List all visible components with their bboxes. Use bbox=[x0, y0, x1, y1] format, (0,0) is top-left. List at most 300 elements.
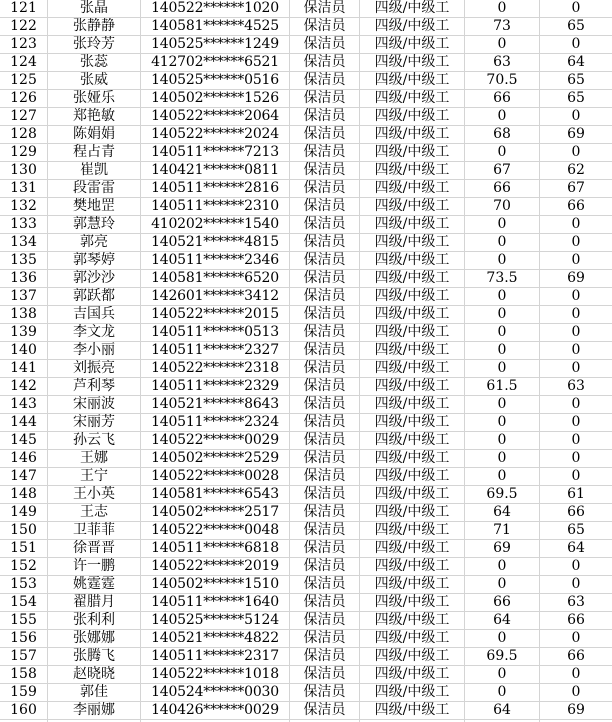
score1-cell[interactable]: 69.5 bbox=[465, 648, 540, 665]
name-cell[interactable]: 芦利琴 bbox=[48, 378, 141, 395]
job-title-cell[interactable]: 保洁员 bbox=[290, 252, 360, 269]
score2-cell[interactable]: 0 bbox=[571, 684, 581, 700]
id-number-cell[interactable]: 140502******1510 bbox=[141, 576, 290, 593]
score1-cell[interactable]: 0 bbox=[465, 144, 540, 161]
name-cell[interactable]: 郭佳 bbox=[48, 684, 141, 701]
table-row bbox=[0, 468, 612, 486]
score1-cell[interactable]: 0 bbox=[465, 306, 540, 323]
skill-level-cell[interactable]: 四级/中级工 bbox=[360, 162, 465, 179]
skill-level-cell[interactable]: 四级/中级工 bbox=[360, 432, 465, 449]
skill-level-cell[interactable]: 四级/中级工 bbox=[360, 558, 465, 575]
id-number-cell[interactable]: 140511******6818 bbox=[141, 540, 290, 557]
skill-level-cell[interactable]: 四级/中级工 bbox=[360, 396, 465, 413]
job-title-cell[interactable]: 保洁员 bbox=[290, 522, 360, 539]
job-title-cell[interactable]: 保洁员 bbox=[290, 468, 360, 485]
score2-cell[interactable]: 0 bbox=[571, 108, 581, 124]
score1-cell[interactable]: 0 bbox=[465, 558, 540, 575]
score1-cell[interactable]: 64 bbox=[465, 612, 540, 629]
score1-cell[interactable]: 68 bbox=[465, 126, 540, 143]
id-number-cell[interactable]: 140511******2310 bbox=[141, 198, 290, 215]
id-number-cell[interactable]: 140511******7213 bbox=[141, 144, 290, 161]
score2-cell[interactable]: 0 bbox=[571, 450, 581, 466]
row-number-cell[interactable]: 123 bbox=[0, 36, 48, 53]
table-row bbox=[0, 18, 612, 36]
row-number-cell[interactable]: 144 bbox=[0, 414, 48, 431]
score1-cell[interactable]: 63 bbox=[465, 54, 540, 71]
score1-cell[interactable]: 0 bbox=[465, 576, 540, 593]
name-cell[interactable]: 张玲芳 bbox=[48, 36, 141, 53]
job-title-cell[interactable]: 保洁员 bbox=[290, 486, 360, 503]
job-title-cell[interactable]: 保洁员 bbox=[290, 414, 360, 431]
skill-level-cell[interactable]: 四级/中级工 bbox=[360, 54, 465, 71]
id-number-cell[interactable]: 142601******3412 bbox=[141, 288, 290, 305]
name-cell[interactable]: 程占青 bbox=[48, 144, 141, 161]
skill-level-cell[interactable]: 四级/中级工 bbox=[360, 360, 465, 377]
job-title-cell[interactable]: 保洁员 bbox=[290, 90, 360, 107]
skill-level-cell[interactable]: 四级/中级工 bbox=[360, 198, 465, 215]
id-number-cell[interactable]: 140522******2019 bbox=[141, 558, 290, 575]
row-number-cell[interactable]: 126 bbox=[0, 90, 48, 107]
score1-cell[interactable]: 73 bbox=[465, 18, 540, 35]
score1-cell[interactable]: 0 bbox=[465, 684, 540, 701]
score1-cell[interactable]: 0 bbox=[465, 0, 540, 17]
score2-cell[interactable]: 0 bbox=[571, 576, 581, 592]
score2-cell[interactable]: 67 bbox=[567, 180, 585, 196]
table-row bbox=[0, 360, 612, 378]
row-number-cell[interactable]: 155 bbox=[0, 612, 48, 629]
score1-cell[interactable]: 69.5 bbox=[465, 486, 540, 503]
skill-level-cell[interactable]: 四级/中级工 bbox=[360, 684, 465, 701]
id-number-cell[interactable]: 140522******1020 bbox=[141, 0, 290, 17]
row-number-cell[interactable]: 160 bbox=[0, 702, 48, 719]
id-number-cell[interactable]: 140511******2329 bbox=[141, 378, 290, 395]
table-row bbox=[0, 630, 612, 648]
skill-level-cell[interactable]: 四级/中级工 bbox=[360, 594, 465, 611]
score2-cell[interactable]: 63 bbox=[567, 378, 585, 394]
table-row bbox=[0, 306, 612, 324]
name-cell[interactable]: 姚霆霆 bbox=[48, 576, 141, 593]
job-title-cell[interactable]: 保洁员 bbox=[290, 504, 360, 521]
row-number-cell[interactable]: 136 bbox=[0, 270, 48, 287]
skill-level-cell[interactable]: 四级/中级工 bbox=[360, 378, 465, 395]
table-row bbox=[0, 288, 612, 306]
row-number-cell[interactable]: 132 bbox=[0, 198, 48, 215]
score1-cell[interactable]: 0 bbox=[465, 324, 540, 341]
id-number-cell[interactable]: 140511******2346 bbox=[141, 252, 290, 269]
id-number-cell[interactable]: 140525******0516 bbox=[141, 72, 290, 89]
score1-cell[interactable]: 0 bbox=[465, 252, 540, 269]
score2-cell[interactable]: 0 bbox=[571, 234, 581, 250]
score1-cell[interactable]: 0 bbox=[465, 342, 540, 359]
table-row bbox=[0, 684, 612, 702]
score1-cell[interactable]: 0 bbox=[465, 432, 540, 449]
job-title-cell[interactable]: 保洁员 bbox=[290, 216, 360, 233]
skill-level-cell[interactable]: 四级/中级工 bbox=[360, 648, 465, 665]
name-cell[interactable]: 郭亮 bbox=[48, 234, 141, 251]
name-cell[interactable]: 李丽娜 bbox=[48, 702, 141, 719]
row-number-cell[interactable]: 145 bbox=[0, 432, 48, 449]
job-title-cell[interactable]: 保洁员 bbox=[290, 324, 360, 341]
score2-cell[interactable]: 0 bbox=[571, 432, 581, 448]
id-number-cell[interactable]: 140522******0048 bbox=[141, 522, 290, 539]
id-number-cell[interactable]: 140581******4525 bbox=[141, 18, 290, 35]
score2-cell[interactable]: 61 bbox=[567, 486, 585, 502]
job-title-cell[interactable]: 保洁员 bbox=[290, 234, 360, 251]
score1-cell[interactable]: 0 bbox=[465, 216, 540, 233]
row-number-cell[interactable]: 156 bbox=[0, 630, 48, 647]
name-cell[interactable]: 郑艳敏 bbox=[48, 108, 141, 125]
table-row bbox=[0, 702, 612, 720]
name-cell[interactable]: 樊地罡 bbox=[48, 198, 141, 215]
score1-cell[interactable]: 0 bbox=[465, 396, 540, 413]
score2-cell[interactable]: 64 bbox=[567, 54, 585, 70]
score2-cell[interactable]: 0 bbox=[571, 306, 581, 322]
name-cell[interactable]: 徐晋晋 bbox=[48, 540, 141, 557]
job-title-cell[interactable]: 保洁员 bbox=[290, 540, 360, 557]
job-title-cell[interactable]: 保洁员 bbox=[290, 576, 360, 593]
name-cell[interactable]: 张腾飞 bbox=[48, 648, 141, 665]
name-cell[interactable]: 张晶 bbox=[48, 0, 141, 17]
row-number-cell[interactable]: 125 bbox=[0, 72, 48, 89]
score2-cell[interactable]: 0 bbox=[571, 396, 581, 412]
score2-cell[interactable]: 0 bbox=[571, 342, 581, 358]
id-number-cell[interactable]: 140581******6543 bbox=[141, 486, 290, 503]
row-number-cell[interactable]: 143 bbox=[0, 396, 48, 413]
row-number-cell[interactable]: 147 bbox=[0, 468, 48, 485]
name-cell[interactable]: 段雷雷 bbox=[48, 180, 141, 197]
id-number-cell[interactable]: 140511******0513 bbox=[141, 324, 290, 341]
score1-cell[interactable]: 67 bbox=[465, 162, 540, 179]
skill-level-cell[interactable]: 四级/中级工 bbox=[360, 576, 465, 593]
score1-cell[interactable]: 64 bbox=[465, 504, 540, 521]
skill-level-cell[interactable]: 四级/中级工 bbox=[360, 702, 465, 719]
score2-cell[interactable]: 66 bbox=[567, 648, 585, 664]
row-number-cell[interactable]: 146 bbox=[0, 450, 48, 467]
skill-level-cell[interactable]: 四级/中级工 bbox=[360, 144, 465, 161]
name-cell[interactable]: 孙云飞 bbox=[48, 432, 141, 449]
score2-cell[interactable]: 66 bbox=[567, 504, 585, 520]
score1-cell[interactable]: 0 bbox=[465, 360, 540, 377]
score1-cell[interactable]: 64 bbox=[465, 702, 540, 719]
name-cell[interactable]: 王志 bbox=[48, 504, 141, 521]
job-title-cell[interactable]: 保洁员 bbox=[290, 144, 360, 161]
row-number-cell[interactable]: 148 bbox=[0, 486, 48, 503]
skill-level-cell[interactable]: 四级/中级工 bbox=[360, 612, 465, 629]
job-title-cell[interactable]: 保洁员 bbox=[290, 108, 360, 125]
score2-cell[interactable]: 0 bbox=[571, 324, 581, 340]
name-cell[interactable]: 王宁 bbox=[48, 468, 141, 485]
skill-level-cell[interactable]: 四级/中级工 bbox=[360, 540, 465, 557]
skill-level-cell[interactable]: 四级/中级工 bbox=[360, 666, 465, 683]
table-row bbox=[0, 342, 612, 360]
score1-cell[interactable]: 70 bbox=[465, 198, 540, 215]
row-number-cell[interactable]: 157 bbox=[0, 648, 48, 665]
table-row bbox=[0, 450, 612, 468]
name-cell[interactable]: 赵晓晓 bbox=[48, 666, 141, 683]
name-cell[interactable]: 崔凯 bbox=[48, 162, 141, 179]
row-number-cell[interactable]: 127 bbox=[0, 108, 48, 125]
score1-cell[interactable]: 0 bbox=[465, 108, 540, 125]
job-title-cell[interactable]: 保洁员 bbox=[290, 198, 360, 215]
score1-cell[interactable]: 73.5 bbox=[465, 270, 540, 287]
row-number-cell[interactable]: 133 bbox=[0, 216, 48, 233]
job-title-cell[interactable]: 保洁员 bbox=[290, 54, 360, 71]
skill-level-cell[interactable]: 四级/中级工 bbox=[360, 18, 465, 35]
job-title-cell[interactable]: 保洁员 bbox=[290, 72, 360, 89]
score1-cell[interactable]: 0 bbox=[465, 36, 540, 53]
score2-cell[interactable]: 65 bbox=[567, 90, 585, 106]
name-cell[interactable]: 宋丽芳 bbox=[48, 414, 141, 431]
row-number-cell[interactable]: 129 bbox=[0, 144, 48, 161]
score2-cell[interactable]: 0 bbox=[571, 414, 581, 430]
skill-level-cell[interactable]: 四级/中级工 bbox=[360, 468, 465, 485]
score1-cell[interactable]: 66 bbox=[465, 180, 540, 197]
row-number-cell[interactable]: 149 bbox=[0, 504, 48, 521]
score2-cell[interactable]: 63 bbox=[567, 594, 585, 610]
job-title-cell[interactable]: 保洁员 bbox=[290, 360, 360, 377]
score2-cell[interactable]: 65 bbox=[567, 18, 585, 34]
score1-cell[interactable]: 69 bbox=[465, 540, 540, 557]
job-title-cell[interactable]: 保洁员 bbox=[290, 702, 360, 719]
skill-level-cell[interactable]: 四级/中级工 bbox=[360, 0, 465, 17]
job-title-cell[interactable]: 保洁员 bbox=[290, 126, 360, 143]
job-title-cell[interactable]: 保洁员 bbox=[290, 0, 360, 17]
job-title-cell[interactable]: 保洁员 bbox=[290, 594, 360, 611]
name-cell[interactable]: 张威 bbox=[48, 72, 141, 89]
skill-level-cell[interactable]: 四级/中级工 bbox=[360, 126, 465, 143]
name-cell[interactable]: 张蕊 bbox=[48, 54, 141, 71]
table-row bbox=[0, 486, 612, 504]
score2-cell[interactable]: 64 bbox=[567, 540, 585, 556]
id-number-cell[interactable]: 140522******2318 bbox=[141, 360, 290, 377]
id-number-cell[interactable]: 140522******2015 bbox=[141, 306, 290, 323]
id-number-cell[interactable]: 140521******4815 bbox=[141, 234, 290, 251]
name-cell[interactable]: 王小英 bbox=[48, 486, 141, 503]
id-number-cell[interactable]: 140521******4822 bbox=[141, 630, 290, 647]
skill-level-cell[interactable]: 四级/中级工 bbox=[360, 36, 465, 53]
score2-cell[interactable]: 66 bbox=[567, 198, 585, 214]
job-title-cell[interactable]: 保洁员 bbox=[290, 612, 360, 629]
skill-level-cell[interactable]: 四级/中级工 bbox=[360, 72, 465, 89]
name-cell[interactable]: 刘振亮 bbox=[48, 360, 141, 377]
skill-level-cell[interactable]: 四级/中级工 bbox=[360, 324, 465, 341]
row-number-cell[interactable]: 159 bbox=[0, 684, 48, 701]
name-cell[interactable]: 王娜 bbox=[48, 450, 141, 467]
skill-level-cell[interactable]: 四级/中级工 bbox=[360, 504, 465, 521]
skill-level-cell[interactable]: 四级/中级工 bbox=[360, 234, 465, 251]
score2-cell[interactable]: 0 bbox=[571, 216, 581, 232]
row-number-cell[interactable]: 130 bbox=[0, 162, 48, 179]
score1-cell[interactable]: 0 bbox=[465, 288, 540, 305]
job-title-cell[interactable]: 保洁员 bbox=[290, 162, 360, 179]
score2-cell[interactable]: 65 bbox=[567, 522, 585, 538]
table-row bbox=[0, 252, 612, 270]
row-number-cell[interactable]: 153 bbox=[0, 576, 48, 593]
id-number-cell[interactable]: 140581******6520 bbox=[141, 270, 290, 287]
name-cell[interactable]: 陈娟娟 bbox=[48, 126, 141, 143]
table-row bbox=[0, 54, 612, 72]
table-row bbox=[0, 396, 612, 414]
score1-cell[interactable]: 0 bbox=[465, 468, 540, 485]
id-number-cell[interactable]: 140511******2327 bbox=[141, 342, 290, 359]
table-row bbox=[0, 324, 612, 342]
job-title-cell[interactable]: 保洁员 bbox=[290, 36, 360, 53]
id-number-cell[interactable]: 140521******8643 bbox=[141, 396, 290, 413]
id-number-cell[interactable]: 140524******0030 bbox=[141, 684, 290, 701]
score2-cell[interactable]: 65 bbox=[567, 72, 585, 88]
id-number-cell[interactable]: 140511******1640 bbox=[141, 594, 290, 611]
score2-cell[interactable]: 0 bbox=[571, 0, 581, 16]
row-number-cell[interactable]: 137 bbox=[0, 288, 48, 305]
job-title-cell[interactable]: 保洁员 bbox=[290, 18, 360, 35]
job-title-cell[interactable]: 保洁员 bbox=[290, 288, 360, 305]
row-number-cell[interactable]: 122 bbox=[0, 18, 48, 35]
job-title-cell[interactable]: 保洁员 bbox=[290, 180, 360, 197]
name-cell[interactable]: 郭慧玲 bbox=[48, 216, 141, 233]
row-number-cell[interactable]: 142 bbox=[0, 378, 48, 395]
id-number-cell[interactable]: 140502******2517 bbox=[141, 504, 290, 521]
name-cell[interactable]: 张利利 bbox=[48, 612, 141, 629]
row-number-cell[interactable]: 131 bbox=[0, 180, 48, 197]
job-title-cell[interactable]: 保洁员 bbox=[290, 666, 360, 683]
name-cell[interactable]: 张娜娜 bbox=[48, 630, 141, 647]
skill-level-cell[interactable]: 四级/中级工 bbox=[360, 270, 465, 287]
score2-cell[interactable]: 0 bbox=[571, 36, 581, 52]
id-number-cell[interactable]: 140502******2529 bbox=[141, 450, 290, 467]
score2-cell[interactable]: 0 bbox=[571, 288, 581, 304]
job-title-cell[interactable]: 保洁员 bbox=[290, 558, 360, 575]
row-number-cell[interactable]: 151 bbox=[0, 540, 48, 557]
row-number-cell[interactable]: 121 bbox=[0, 0, 48, 17]
id-number-cell[interactable]: 412702******6521 bbox=[141, 54, 290, 71]
id-number-cell[interactable]: 140511******2317 bbox=[141, 648, 290, 665]
name-cell[interactable]: 张静静 bbox=[48, 18, 141, 35]
score2-cell[interactable]: 62 bbox=[567, 162, 585, 178]
id-number-cell[interactable]: 140502******1526 bbox=[141, 90, 290, 107]
score1-cell[interactable]: 0 bbox=[465, 234, 540, 251]
name-cell[interactable]: 李文龙 bbox=[48, 324, 141, 341]
job-title-cell[interactable]: 保洁员 bbox=[290, 396, 360, 413]
name-cell[interactable]: 郭沙沙 bbox=[48, 270, 141, 287]
skill-level-cell[interactable]: 四级/中级工 bbox=[360, 450, 465, 467]
row-number-cell[interactable]: 158 bbox=[0, 666, 48, 683]
row-number-cell[interactable]: 138 bbox=[0, 306, 48, 323]
job-title-cell[interactable]: 保洁员 bbox=[290, 630, 360, 647]
skill-level-cell[interactable]: 四级/中级工 bbox=[360, 522, 465, 539]
score2-cell[interactable]: 0 bbox=[571, 666, 581, 682]
id-number-cell[interactable]: 140426******0029 bbox=[141, 702, 290, 719]
name-cell[interactable]: 张娅乐 bbox=[48, 90, 141, 107]
id-number-cell[interactable]: 140525******1249 bbox=[141, 36, 290, 53]
skill-level-cell[interactable]: 四级/中级工 bbox=[360, 216, 465, 233]
skill-level-cell[interactable]: 四级/中级工 bbox=[360, 630, 465, 647]
score2-cell[interactable]: 69 bbox=[567, 270, 585, 286]
id-number-cell[interactable]: 140522******0029 bbox=[141, 432, 290, 449]
skill-level-cell[interactable]: 四级/中级工 bbox=[360, 90, 465, 107]
score1-cell[interactable]: 70.5 bbox=[465, 72, 540, 89]
skill-level-cell[interactable]: 四级/中级工 bbox=[360, 180, 465, 197]
id-number-cell[interactable]: 140421******0811 bbox=[141, 162, 290, 179]
job-title-cell[interactable]: 保洁员 bbox=[290, 378, 360, 395]
id-number-cell[interactable]: 140525******5124 bbox=[141, 612, 290, 629]
score1-cell[interactable]: 0 bbox=[465, 414, 540, 431]
row-number-cell[interactable]: 154 bbox=[0, 594, 48, 611]
id-number-cell[interactable]: 140511******2324 bbox=[141, 414, 290, 431]
skill-level-cell[interactable]: 四级/中级工 bbox=[360, 414, 465, 431]
job-title-cell[interactable]: 保洁员 bbox=[290, 306, 360, 323]
job-title-cell[interactable]: 保洁员 bbox=[290, 270, 360, 287]
name-cell[interactable]: 翟腊月 bbox=[48, 594, 141, 611]
score1-cell[interactable]: 66 bbox=[465, 90, 540, 107]
skill-level-cell[interactable]: 四级/中级工 bbox=[360, 306, 465, 323]
job-title-cell[interactable]: 保洁员 bbox=[290, 432, 360, 449]
score2-cell[interactable]: 0 bbox=[571, 558, 581, 574]
table-row bbox=[0, 234, 612, 252]
table-row bbox=[0, 504, 612, 522]
id-number-cell[interactable]: 140522******2024 bbox=[141, 126, 290, 143]
row-number-cell[interactable]: 152 bbox=[0, 558, 48, 575]
score1-cell[interactable]: 61.5 bbox=[465, 378, 540, 395]
name-cell[interactable]: 郭跃都 bbox=[48, 288, 141, 305]
row-number-cell[interactable]: 139 bbox=[0, 324, 48, 341]
score1-cell[interactable]: 66 bbox=[465, 594, 540, 611]
name-cell[interactable]: 李小丽 bbox=[48, 342, 141, 359]
id-number-cell[interactable]: 140522******2064 bbox=[141, 108, 290, 125]
name-cell[interactable]: 宋丽波 bbox=[48, 396, 141, 413]
score2-cell[interactable]: 69 bbox=[567, 126, 585, 142]
name-cell[interactable]: 许一鹏 bbox=[48, 558, 141, 575]
row-number-cell[interactable]: 140 bbox=[0, 342, 48, 359]
job-title-cell[interactable]: 保洁员 bbox=[290, 450, 360, 467]
id-number-cell[interactable]: 140511******2816 bbox=[141, 180, 290, 197]
score2-cell[interactable]: 0 bbox=[571, 144, 581, 160]
job-title-cell[interactable]: 保洁员 bbox=[290, 648, 360, 665]
row-number-cell[interactable]: 141 bbox=[0, 360, 48, 377]
score1-cell[interactable]: 0 bbox=[465, 450, 540, 467]
row-number-cell[interactable]: 124 bbox=[0, 54, 48, 71]
job-title-cell[interactable]: 保洁员 bbox=[290, 684, 360, 701]
name-cell[interactable]: 吉国兵 bbox=[48, 306, 141, 323]
score2-cell[interactable]: 0 bbox=[571, 360, 581, 376]
name-cell[interactable]: 卫菲菲 bbox=[48, 522, 141, 539]
table-row bbox=[0, 162, 612, 180]
skill-level-cell[interactable]: 四级/中级工 bbox=[360, 252, 465, 269]
row-number-cell[interactable]: 134 bbox=[0, 234, 48, 251]
score1-cell[interactable]: 71 bbox=[465, 522, 540, 539]
row-number-cell[interactable]: 135 bbox=[0, 252, 48, 269]
score2-cell[interactable]: 66 bbox=[567, 612, 585, 628]
row-number-cell[interactable]: 150 bbox=[0, 522, 48, 539]
job-title-cell[interactable]: 保洁员 bbox=[290, 342, 360, 359]
table-row bbox=[0, 90, 612, 108]
skill-level-cell[interactable]: 四级/中级工 bbox=[360, 108, 465, 125]
skill-level-cell[interactable]: 四级/中级工 bbox=[360, 486, 465, 503]
id-number-cell[interactable]: 410202******1540 bbox=[141, 216, 290, 233]
score2-cell[interactable]: 0 bbox=[571, 468, 581, 484]
skill-level-cell[interactable]: 四级/中级工 bbox=[360, 342, 465, 359]
row-number-cell[interactable]: 128 bbox=[0, 126, 48, 143]
skill-level-cell[interactable]: 四级/中级工 bbox=[360, 288, 465, 305]
score2-cell[interactable]: 69 bbox=[567, 702, 585, 718]
table-row bbox=[0, 126, 612, 144]
score1-cell[interactable]: 0 bbox=[465, 630, 540, 647]
score1-cell[interactable]: 0 bbox=[465, 666, 540, 683]
id-number-cell[interactable]: 140522******1018 bbox=[141, 666, 290, 683]
score2-cell[interactable]: 0 bbox=[571, 630, 581, 646]
id-number-cell[interactable]: 140522******0028 bbox=[141, 468, 290, 485]
name-cell[interactable]: 郭琴婷 bbox=[48, 252, 141, 269]
score2-cell[interactable]: 0 bbox=[571, 252, 581, 268]
